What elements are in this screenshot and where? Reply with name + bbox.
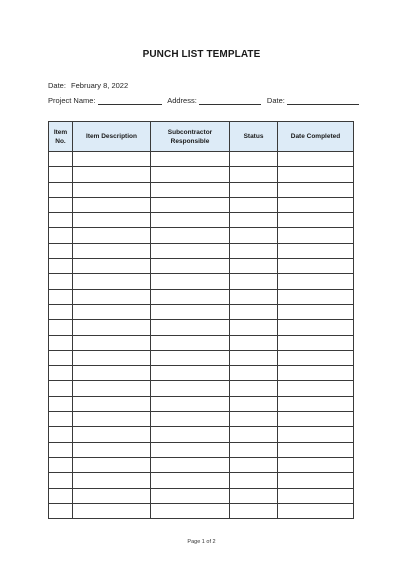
cell-date-completed[interactable] <box>278 320 354 335</box>
cell-date-completed[interactable] <box>278 350 354 365</box>
table-row <box>49 427 354 442</box>
cell-item-no[interactable] <box>49 457 73 472</box>
table-row <box>49 335 354 350</box>
date-label: Date: <box>48 81 66 90</box>
table-row <box>49 213 354 228</box>
cell-item-no[interactable] <box>49 259 73 274</box>
cell-status[interactable] <box>230 457 278 472</box>
project-name-label: Project Name: <box>48 96 96 105</box>
cell-item-description[interactable] <box>73 259 151 274</box>
address-label: Address: <box>167 96 197 105</box>
cell-subcontractor[interactable] <box>151 488 230 503</box>
cell-subcontractor[interactable] <box>151 427 230 442</box>
table-row <box>49 412 354 427</box>
cell-item-description[interactable] <box>73 427 151 442</box>
cell-date-completed[interactable] <box>278 213 354 228</box>
cell-subcontractor[interactable] <box>151 473 230 488</box>
punch-list-table <box>48 121 354 519</box>
cell-item-description[interactable] <box>73 213 151 228</box>
cell-date-completed[interactable] <box>278 442 354 457</box>
cell-item-no[interactable] <box>49 243 73 258</box>
cell-item-description[interactable] <box>73 152 151 167</box>
cell-status[interactable] <box>230 412 278 427</box>
cell-date-completed[interactable] <box>278 396 354 411</box>
cell-item-description[interactable] <box>73 335 151 350</box>
table-row <box>49 381 354 396</box>
cell-date-completed[interactable] <box>278 167 354 182</box>
cell-date-completed[interactable] <box>278 427 354 442</box>
cell-item-description[interactable] <box>73 396 151 411</box>
cell-item-description[interactable] <box>73 473 151 488</box>
header-status-label: Status <box>243 133 264 140</box>
cell-subcontractor[interactable] <box>151 350 230 365</box>
date-line <box>48 81 128 90</box>
table-row <box>49 488 354 503</box>
date-value: February 8, 2022 <box>71 81 129 90</box>
cell-date-completed[interactable] <box>278 412 354 427</box>
cell-item-no[interactable] <box>49 488 73 503</box>
cell-subcontractor[interactable] <box>151 228 230 243</box>
cell-subcontractor[interactable] <box>151 152 230 167</box>
cell-item-no[interactable] <box>49 182 73 197</box>
header-item-no-line1: Item <box>53 128 68 136</box>
cell-status[interactable] <box>230 289 278 304</box>
header-item-description <box>73 122 151 152</box>
cell-subcontractor[interactable] <box>151 396 230 411</box>
cell-status[interactable] <box>230 228 278 243</box>
cell-subcontractor[interactable] <box>151 457 230 472</box>
cell-status[interactable] <box>230 274 278 289</box>
cell-status[interactable] <box>230 335 278 350</box>
cell-status[interactable] <box>230 304 278 319</box>
cell-subcontractor[interactable] <box>151 381 230 396</box>
table-row <box>49 442 354 457</box>
header-item-no <box>49 122 73 152</box>
document-title: PUNCH LIST TEMPLATE <box>142 49 261 60</box>
cell-date-completed[interactable] <box>278 381 354 396</box>
cell-item-description[interactable] <box>73 488 151 503</box>
cell-status[interactable] <box>230 473 278 488</box>
cell-date-completed[interactable] <box>278 182 354 197</box>
table-row <box>49 350 354 365</box>
cell-item-description[interactable] <box>73 289 151 304</box>
table-row <box>49 182 354 197</box>
cell-status[interactable] <box>230 396 278 411</box>
cell-item-description[interactable] <box>73 381 151 396</box>
page-footer: Page 1 of 2 <box>187 539 216 545</box>
project-name-field[interactable] <box>98 96 162 105</box>
table-row <box>49 197 354 212</box>
cell-item-description[interactable] <box>73 167 151 182</box>
cell-subcontractor[interactable] <box>151 243 230 258</box>
header-date-completed <box>278 122 354 152</box>
cell-subcontractor[interactable] <box>151 503 230 518</box>
cell-item-description[interactable] <box>73 274 151 289</box>
cell-date-completed[interactable] <box>278 335 354 350</box>
cell-status[interactable] <box>230 213 278 228</box>
cell-item-no[interactable] <box>49 381 73 396</box>
cell-status[interactable] <box>230 259 278 274</box>
cell-status[interactable] <box>230 320 278 335</box>
cell-date-completed[interactable] <box>278 289 354 304</box>
table-row <box>49 457 354 472</box>
cell-item-no[interactable] <box>49 274 73 289</box>
header-status <box>230 122 278 152</box>
cell-item-no[interactable] <box>49 442 73 457</box>
cell-status[interactable] <box>230 442 278 457</box>
cell-date-completed[interactable] <box>278 457 354 472</box>
cell-status[interactable] <box>230 381 278 396</box>
cell-item-no[interactable] <box>49 304 73 319</box>
cell-item-no[interactable] <box>49 152 73 167</box>
cell-item-no[interactable] <box>49 396 73 411</box>
cell-subcontractor[interactable] <box>151 412 230 427</box>
cell-item-no[interactable] <box>49 197 73 212</box>
date2-field[interactable] <box>287 96 359 105</box>
cell-item-description[interactable] <box>73 350 151 365</box>
cell-subcontractor[interactable] <box>151 197 230 212</box>
header-subcontractor-line2: Responsible <box>170 137 210 145</box>
cell-item-no[interactable] <box>49 503 73 518</box>
cell-item-description[interactable] <box>73 182 151 197</box>
table-row <box>49 274 354 289</box>
cell-item-no[interactable] <box>49 289 73 304</box>
cell-date-completed[interactable] <box>278 488 354 503</box>
cell-status[interactable] <box>230 488 278 503</box>
cell-status[interactable] <box>230 152 278 167</box>
cell-item-no[interactable] <box>49 366 73 381</box>
cell-status[interactable] <box>230 197 278 212</box>
cell-item-no[interactable] <box>49 427 73 442</box>
cell-status[interactable] <box>230 243 278 258</box>
table-row <box>49 289 354 304</box>
cell-item-description[interactable] <box>73 503 151 518</box>
cell-item-description[interactable] <box>73 228 151 243</box>
cell-item-description[interactable] <box>73 304 151 319</box>
cell-item-description[interactable] <box>73 457 151 472</box>
cell-status[interactable] <box>230 503 278 518</box>
cell-date-completed[interactable] <box>278 197 354 212</box>
cell-subcontractor[interactable] <box>151 274 230 289</box>
cell-item-no[interactable] <box>49 167 73 182</box>
table-row <box>49 152 354 167</box>
table-row <box>49 243 354 258</box>
table-header-row <box>49 122 354 152</box>
cell-item-no[interactable] <box>49 320 73 335</box>
table-row <box>49 396 354 411</box>
cell-item-no[interactable] <box>49 213 73 228</box>
cell-status[interactable] <box>230 167 278 182</box>
cell-item-no[interactable] <box>49 412 73 427</box>
table-row <box>49 228 354 243</box>
cell-item-description[interactable] <box>73 197 151 212</box>
cell-subcontractor[interactable] <box>151 167 230 182</box>
table-body <box>49 152 354 519</box>
table-row <box>49 366 354 381</box>
cell-subcontractor[interactable] <box>151 442 230 457</box>
cell-date-completed[interactable] <box>278 274 354 289</box>
cell-date-completed[interactable] <box>278 152 354 167</box>
cell-item-no[interactable] <box>49 335 73 350</box>
cell-date-completed[interactable] <box>278 228 354 243</box>
cell-item-description[interactable] <box>73 366 151 381</box>
cell-subcontractor[interactable] <box>151 335 230 350</box>
project-info-line <box>48 96 358 105</box>
cell-subcontractor[interactable] <box>151 304 230 319</box>
cell-subcontractor[interactable] <box>151 259 230 274</box>
header-item-description-label: Item Description <box>86 133 137 140</box>
header-date-completed-label: Date Completed <box>290 133 341 140</box>
cell-date-completed[interactable] <box>278 304 354 319</box>
cell-status[interactable] <box>230 427 278 442</box>
cell-item-description[interactable] <box>73 442 151 457</box>
address-field[interactable] <box>199 96 261 105</box>
cell-date-completed[interactable] <box>278 366 354 381</box>
table-row <box>49 167 354 182</box>
table-row <box>49 320 354 335</box>
cell-item-no[interactable] <box>49 473 73 488</box>
date2-label: Date: <box>266 96 285 105</box>
cell-date-completed[interactable] <box>278 503 354 518</box>
cell-item-description[interactable] <box>73 243 151 258</box>
cell-date-completed[interactable] <box>278 243 354 258</box>
header-subcontractor <box>151 122 230 152</box>
cell-subcontractor[interactable] <box>151 320 230 335</box>
cell-item-no[interactable] <box>49 350 73 365</box>
cell-item-no[interactable] <box>49 228 73 243</box>
header-subcontractor-line1: Subcontractor <box>167 128 213 136</box>
table-row <box>49 503 354 518</box>
cell-item-description[interactable] <box>73 412 151 427</box>
cell-date-completed[interactable] <box>278 259 354 274</box>
cell-subcontractor[interactable] <box>151 182 230 197</box>
header-item-no-line2: No. <box>55 137 66 145</box>
cell-status[interactable] <box>230 182 278 197</box>
cell-subcontractor[interactable] <box>151 289 230 304</box>
cell-subcontractor[interactable] <box>151 213 230 228</box>
cell-status[interactable] <box>230 366 278 381</box>
cell-subcontractor[interactable] <box>151 366 230 381</box>
cell-item-description[interactable] <box>73 320 151 335</box>
table-row <box>49 473 354 488</box>
table-row <box>49 259 354 274</box>
cell-date-completed[interactable] <box>278 473 354 488</box>
cell-status[interactable] <box>230 350 278 365</box>
punch-list-table-wrap <box>48 121 348 519</box>
table-row <box>49 304 354 319</box>
